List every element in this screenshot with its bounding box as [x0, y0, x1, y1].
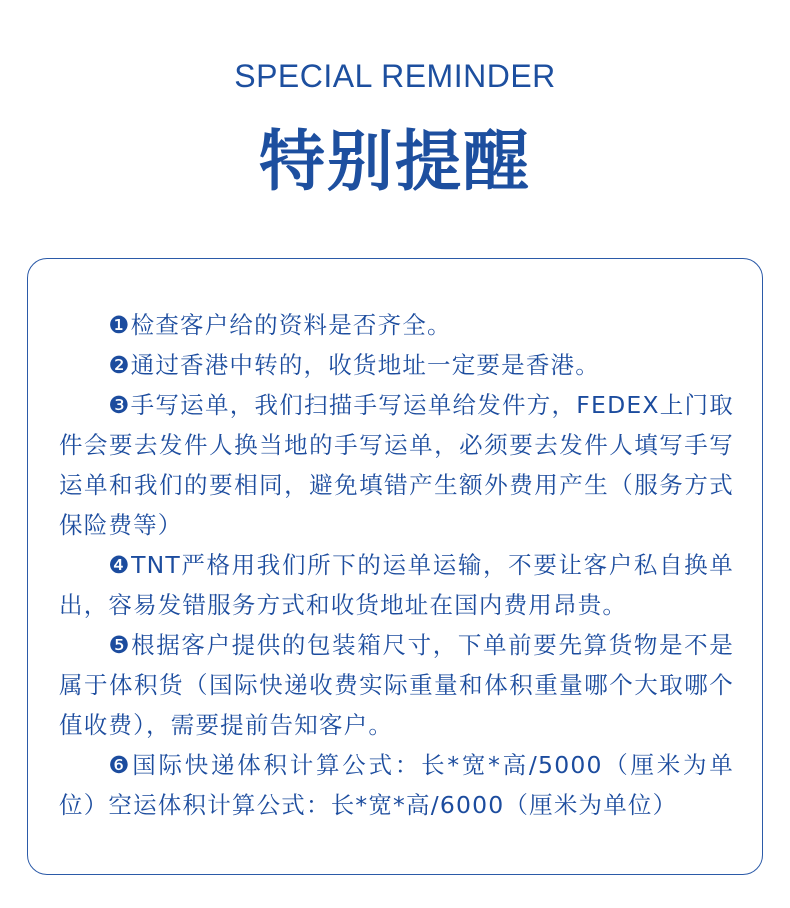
number-1-icon: ❶: [108, 311, 131, 339]
number-3-icon: ❸: [108, 391, 131, 419]
reminder-text: 根据客户提供的包装箱尺寸，下单前要先算货物是不是属于体积货（国际快递收费实际重量和体积重量哪个大取哪个值收费），需要提前告知客户。: [59, 631, 734, 739]
reminder-text: TNT严格用我们所下的运单运输，不要让客户私自换单出，容易发错服务方式和收货地址在国内费用昂贵。: [59, 551, 734, 619]
reminder-item: [59, 345, 734, 385]
subtitle-en: SPECIAL REMINDER: [234, 58, 556, 94]
number-4-icon: ❹: [108, 551, 132, 579]
reminder-text: 通过香港中转的，收货地址一定要是香港。: [130, 351, 600, 379]
reminder-box: [27, 258, 763, 875]
reminder-item: [59, 625, 734, 745]
reminder-item: [59, 385, 734, 545]
number-5-icon: ❺: [108, 631, 132, 659]
number-2-icon: ❷: [108, 351, 131, 379]
reminder-text: 手写运单，我们扫描手写运单给发件方，FEDEX上门取件会要去发件人换当地的手写运单，必须要去发件人填写手写运单和我们的要相同，避免填错产生额外费用产生（服务方式保险费等）: [59, 391, 734, 539]
reminder-item: [59, 305, 734, 345]
page-title: 特别提醒: [259, 123, 531, 200]
reminder-item: [59, 545, 734, 625]
reminder-text: 国际快递体积计算公式：长*宽*高/5000（厘米为单位）空运体积计算公式：长*宽*高/6000（厘米为单位）: [59, 751, 734, 819]
reminder-item: [59, 745, 734, 825]
number-6-icon: ❻: [108, 751, 133, 779]
reminder-text: 检查客户给的资料是否齐全。: [130, 311, 452, 339]
